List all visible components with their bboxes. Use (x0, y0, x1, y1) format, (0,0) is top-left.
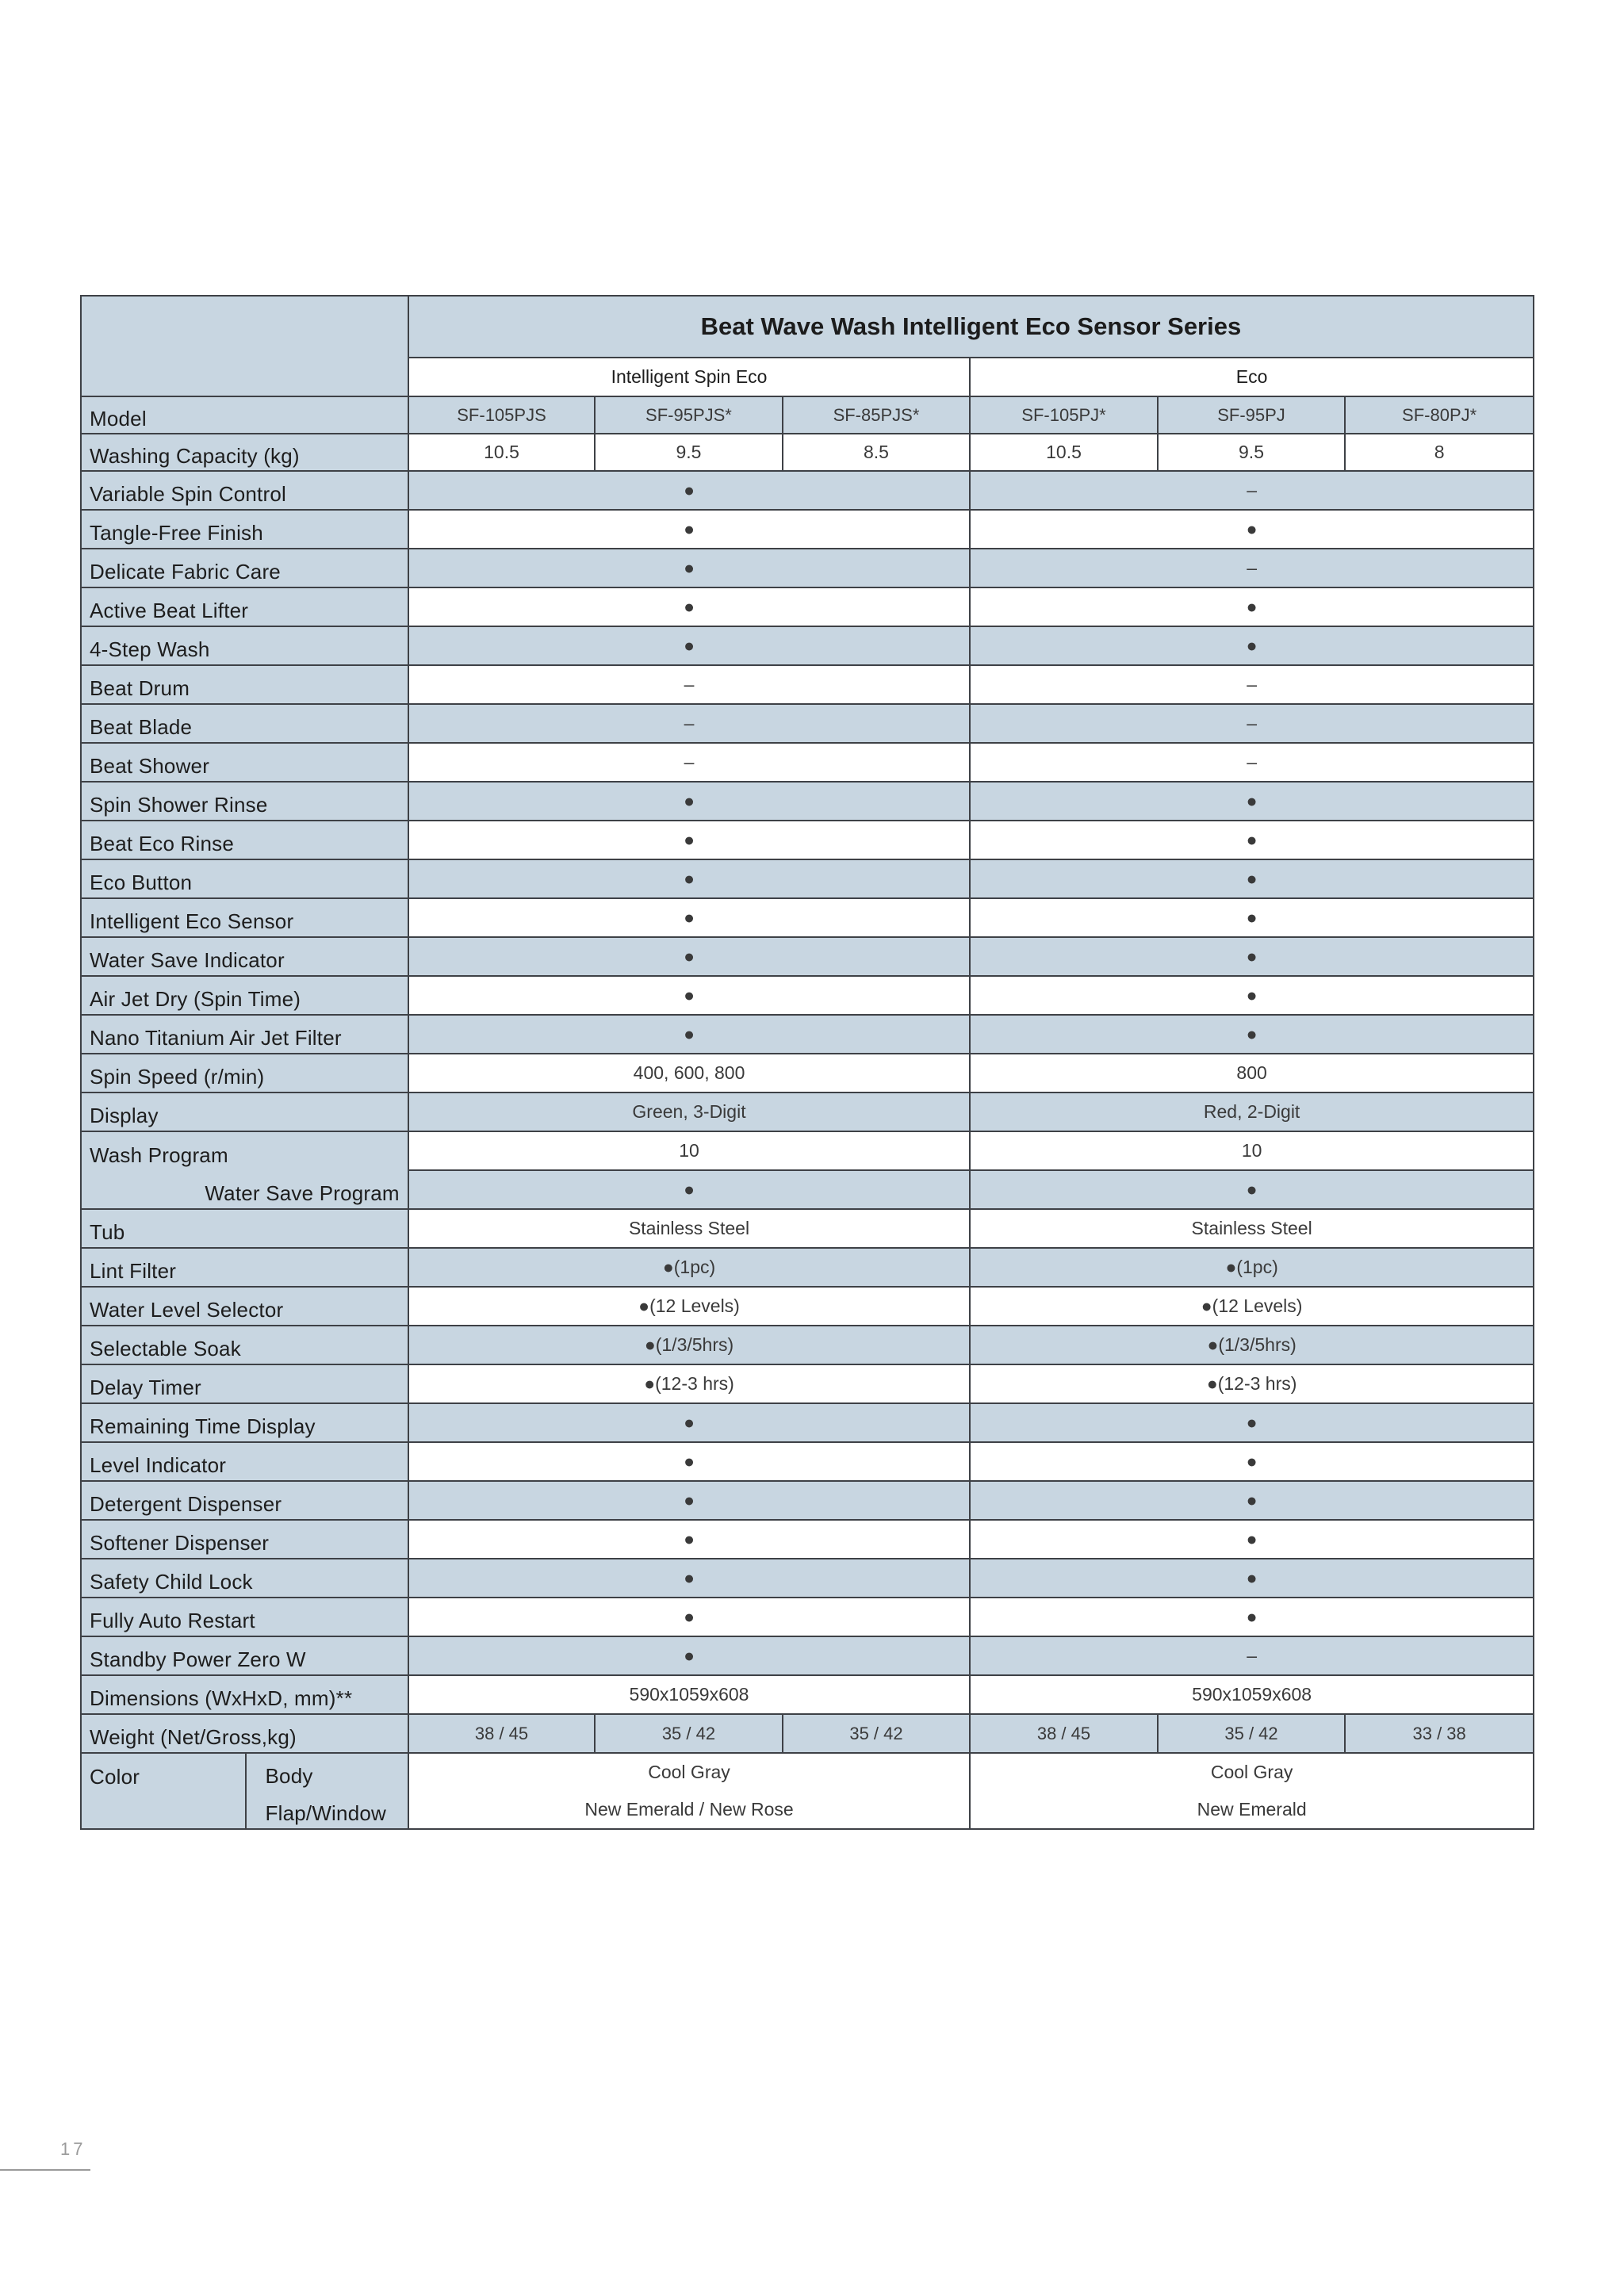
spin-eco-value: Green, 3-Digit (408, 1093, 970, 1131)
spin-eco-value: ● (408, 1481, 970, 1520)
spin-eco-value: ● (408, 898, 970, 937)
eco-value: Stainless Steel (970, 1209, 1534, 1248)
feature-label: Variable Spin Control (81, 471, 408, 510)
eco-value: 590x1059x608 (970, 1675, 1534, 1714)
model-label: Model (81, 396, 408, 434)
feature-label: Display (81, 1093, 408, 1131)
eco-value: ● (970, 1481, 1534, 1520)
eco-value: ● (970, 1520, 1534, 1559)
capacity-value: 9.5 (595, 434, 783, 471)
feature-label: Lint Filter (81, 1248, 408, 1287)
table-row (81, 510, 1534, 549)
capacity-value: 10.5 (408, 434, 595, 471)
weight-value: 38 / 45 (970, 1714, 1158, 1753)
table-row (81, 1598, 1534, 1636)
feature-label: Softener Dispenser (81, 1520, 408, 1559)
table-row (81, 859, 1534, 898)
weight-value: 38 / 45 (408, 1714, 595, 1753)
feature-label: Detergent Dispenser (81, 1481, 408, 1520)
eco-value: ●(12 Levels) (970, 1287, 1534, 1326)
feature-label: Delay Timer (81, 1364, 408, 1403)
table-row (81, 782, 1534, 821)
feature-label: Water Level Selector (81, 1287, 408, 1326)
table-row (81, 665, 1534, 704)
feature-label: Standby Power Zero W (81, 1636, 408, 1675)
spin-eco-value: ●(12 Levels) (408, 1287, 970, 1326)
body-label: Body (246, 1753, 408, 1791)
eco-value: ● (970, 821, 1534, 859)
model-name: SF-105PJS (408, 396, 595, 434)
eco-value: ●(1/3/5hrs) (970, 1326, 1534, 1364)
table-row (81, 898, 1534, 937)
feature-label: Beat Shower (81, 743, 408, 782)
spin-eco-value: ●(1pc) (408, 1248, 970, 1287)
eco-value: 10 (970, 1131, 1534, 1170)
eco-value: ● (970, 937, 1534, 976)
eco-value: – (970, 743, 1534, 782)
group-intelligent-spin-eco: Intelligent Spin Eco (408, 358, 970, 396)
body-color-spin-eco: Cool Gray (408, 1753, 970, 1791)
header-blank-cell (81, 296, 408, 358)
table-row (81, 1403, 1534, 1442)
feature-label: Delicate Fabric Care (81, 549, 408, 587)
capacity-value: 8 (1345, 434, 1534, 471)
capacity-label: Washing Capacity (kg) (81, 434, 408, 471)
capacity-value: 8.5 (783, 434, 971, 471)
table-row (81, 1209, 1534, 1248)
spin-eco-value: ● (408, 549, 970, 587)
spin-eco-value: 400, 600, 800 (408, 1054, 970, 1093)
eco-value: Red, 2-Digit (970, 1093, 1534, 1131)
spin-eco-value: ● (408, 782, 970, 821)
feature-label: 4-Step Wash (81, 626, 408, 665)
color-label: Color (81, 1753, 246, 1829)
feature-label: Beat Blade (81, 704, 408, 743)
feature-label: Fully Auto Restart (81, 1598, 408, 1636)
eco-value: – (970, 549, 1534, 587)
capacity-value: 9.5 (1158, 434, 1346, 471)
eco-value: – (970, 704, 1534, 743)
feature-label: Active Beat Lifter (81, 587, 408, 626)
table-row (81, 704, 1534, 743)
series-title: Beat Wave Wash Intelligent Eco Sensor Series (408, 296, 1534, 358)
table-row (81, 1287, 1534, 1326)
group-blank-cell (81, 358, 408, 396)
spin-eco-value: ● (408, 1442, 970, 1481)
feature-label: Eco Button (81, 859, 408, 898)
weight-value: 35 / 42 (783, 1714, 971, 1753)
spin-eco-value: Stainless Steel (408, 1209, 970, 1248)
feature-label: Dimensions (WxHxD, mm)** (81, 1675, 408, 1714)
spin-eco-value: ● (408, 1403, 970, 1442)
table-row (81, 976, 1534, 1015)
weight-value: 35 / 42 (595, 1714, 783, 1753)
spin-eco-value: ● (408, 471, 970, 510)
model-name: SF-105PJ* (970, 396, 1158, 434)
spin-eco-value: ● (408, 859, 970, 898)
feature-label: Spin Speed (r/min) (81, 1054, 408, 1093)
feature-label: Selectable Soak (81, 1326, 408, 1364)
feature-label: Water Save Indicator (81, 937, 408, 976)
body-color-eco: Cool Gray (970, 1753, 1534, 1791)
group-eco: Eco (970, 358, 1534, 396)
spin-eco-value: ● (408, 1598, 970, 1636)
eco-value: ● (970, 859, 1534, 898)
spin-eco-value: 10 (408, 1131, 970, 1170)
eco-value: ● (970, 782, 1534, 821)
spin-eco-value: ● (408, 1559, 970, 1598)
table-row (81, 471, 1534, 510)
spin-eco-value: ● (408, 937, 970, 976)
feature-label: Tangle-Free Finish (81, 510, 408, 549)
spin-eco-value: ● (408, 821, 970, 859)
spin-eco-value: – (408, 704, 970, 743)
feature-label: Beat Eco Rinse (81, 821, 408, 859)
spin-eco-value: – (408, 665, 970, 704)
weight-value: 35 / 42 (1158, 1714, 1346, 1753)
eco-value: ● (970, 1598, 1534, 1636)
table-row (81, 1326, 1534, 1364)
table-row (81, 1481, 1534, 1520)
model-name: SF-85PJS* (783, 396, 971, 434)
page-number-rule (0, 2169, 90, 2171)
spin-eco-value: ● (408, 1636, 970, 1675)
eco-value: ● (970, 626, 1534, 665)
table-row (81, 937, 1534, 976)
feature-label: Beat Drum (81, 665, 408, 704)
table-row (81, 1636, 1534, 1675)
spin-eco-value: ● (408, 510, 970, 549)
capacity-value: 10.5 (970, 434, 1158, 471)
spin-eco-value: – (408, 743, 970, 782)
table-row (81, 1015, 1534, 1054)
spin-eco-value: ●(12-3 hrs) (408, 1364, 970, 1403)
weight-value: 33 / 38 (1345, 1714, 1534, 1753)
table-row (81, 587, 1534, 626)
feature-label: Tub (81, 1209, 408, 1248)
feature-label: Remaining Time Display (81, 1403, 408, 1442)
model-name: SF-95PJS* (595, 396, 783, 434)
table-row (81, 743, 1534, 782)
feature-label: Intelligent Eco Sensor (81, 898, 408, 937)
eco-value: ● (970, 1170, 1534, 1209)
table-row (81, 821, 1534, 859)
table-row (81, 1675, 1534, 1714)
feature-label: Safety Child Lock (81, 1559, 408, 1598)
eco-value: ●(12-3 hrs) (970, 1364, 1534, 1403)
eco-value: ● (970, 1559, 1534, 1598)
table-row (81, 549, 1534, 587)
table-row (81, 626, 1534, 665)
spin-eco-value: ● (408, 1015, 970, 1054)
eco-value: ●(1pc) (970, 1248, 1534, 1287)
page-number: 17 (60, 2139, 86, 2159)
feature-label: Nano Titanium Air Jet Filter (81, 1015, 408, 1054)
feature-label: Water Save Program (81, 1170, 408, 1209)
table-row (81, 1442, 1534, 1481)
spin-eco-value: ●(1/3/5hrs) (408, 1326, 970, 1364)
eco-value: – (970, 471, 1534, 510)
feature-label: Spin Shower Rinse (81, 782, 408, 821)
table-row (81, 1364, 1534, 1403)
feature-label: Wash Program (81, 1131, 408, 1170)
model-name: SF-95PJ (1158, 396, 1346, 434)
eco-value: ● (970, 587, 1534, 626)
table-row (81, 1559, 1534, 1598)
eco-value: ● (970, 976, 1534, 1015)
flap-window-label: Flap/Window (246, 1791, 408, 1829)
spec-table (80, 295, 1534, 1830)
model-name: SF-80PJ* (1345, 396, 1534, 434)
eco-value: ● (970, 1015, 1534, 1054)
eco-value: – (970, 665, 1534, 704)
eco-value: 800 (970, 1054, 1534, 1093)
table-row (81, 1248, 1534, 1287)
eco-value: ● (970, 898, 1534, 937)
flap-color-spin-eco: New Emerald / New Rose (408, 1791, 970, 1829)
feature-label: Level Indicator (81, 1442, 408, 1481)
eco-value: ● (970, 1442, 1534, 1481)
spin-eco-value: ● (408, 1520, 970, 1559)
spin-eco-value: ● (408, 1170, 970, 1209)
spin-eco-value: ● (408, 587, 970, 626)
spin-eco-value: ● (408, 976, 970, 1015)
eco-value: ● (970, 1403, 1534, 1442)
eco-value: – (970, 1636, 1534, 1675)
feature-rows (81, 471, 1534, 1131)
feature-label: Air Jet Dry (Spin Time) (81, 976, 408, 1015)
spin-eco-value: ● (408, 626, 970, 665)
weight-label: Weight (Net/Gross,kg) (81, 1714, 408, 1753)
table-row (81, 1054, 1534, 1093)
spin-eco-value: 590x1059x608 (408, 1675, 970, 1714)
table-row (81, 1520, 1534, 1559)
table-row (81, 1093, 1534, 1131)
flap-color-eco: New Emerald (970, 1791, 1534, 1829)
eco-value: ● (970, 510, 1534, 549)
feature-rows-2 (81, 1209, 1534, 1714)
